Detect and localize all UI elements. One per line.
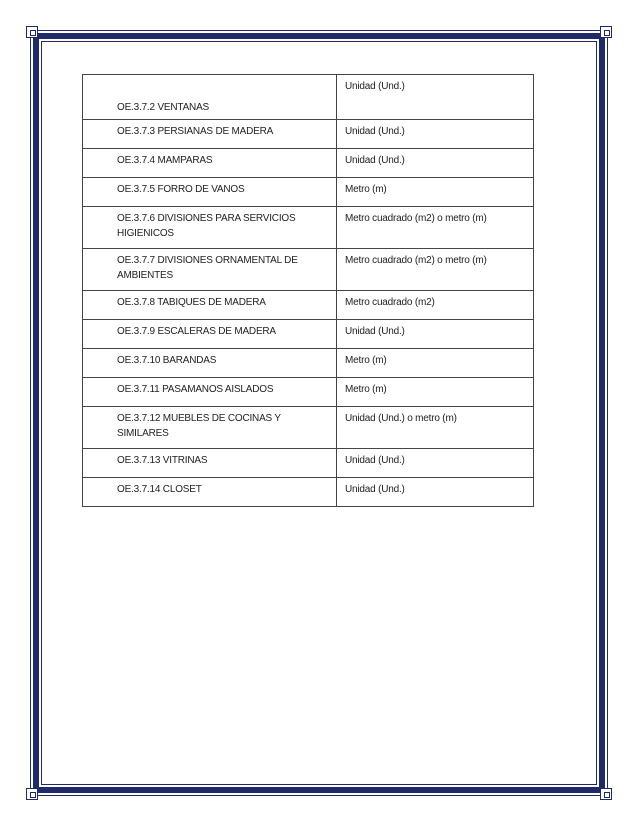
unit-cell: Unidad (Und.) bbox=[337, 75, 534, 120]
corner-ornament-top-left bbox=[26, 26, 38, 38]
table-row bbox=[83, 291, 534, 320]
unit-cell: Metro cuadrado (m2) o metro (m) bbox=[337, 249, 534, 291]
item-cell: OE.3.7.8 TABIQUES DE MADERA bbox=[83, 291, 337, 320]
item-cell: OE.3.7.5 FORRO DE VANOS bbox=[83, 178, 337, 207]
item-cell: OE.3.7.10 BARANDAS bbox=[83, 349, 337, 378]
corner-ornament-bottom-right bbox=[600, 788, 612, 800]
table-row bbox=[83, 75, 534, 120]
unit-cell: Metro (m) bbox=[337, 378, 534, 407]
item-cell: OE.3.7.14 CLOSET bbox=[83, 478, 337, 507]
table-row bbox=[83, 449, 534, 478]
unit-cell: Unidad (Und.) bbox=[337, 478, 534, 507]
unit-cell: Metro (m) bbox=[337, 349, 534, 378]
item-cell: OE.3.7.11 PASAMANOS AISLADOS bbox=[83, 378, 337, 407]
unit-cell: Unidad (Und.) bbox=[337, 449, 534, 478]
table-row bbox=[83, 178, 534, 207]
table-row bbox=[83, 478, 534, 507]
corner-ornament-bottom-left bbox=[26, 788, 38, 800]
item-cell: OE.3.7.2 VENTANAS bbox=[83, 75, 337, 120]
unit-cell: Unidad (Und.) o metro (m) bbox=[337, 407, 534, 449]
table-row bbox=[83, 149, 534, 178]
table-row bbox=[83, 349, 534, 378]
table-row bbox=[83, 207, 534, 249]
table-row bbox=[83, 407, 534, 449]
unit-cell: Unidad (Und.) bbox=[337, 320, 534, 349]
item-cell: OE.3.7.7 DIVISIONES ORNAMENTAL DE AMBIENTES bbox=[83, 249, 337, 291]
item-cell: OE.3.7.4 MAMPARAS bbox=[83, 149, 337, 178]
table-row bbox=[83, 320, 534, 349]
table-row bbox=[83, 120, 534, 149]
table-row bbox=[83, 249, 534, 291]
unit-cell: Metro cuadrado (m2) bbox=[337, 291, 534, 320]
unit-cell: Metro (m) bbox=[337, 178, 534, 207]
item-cell: OE.3.7.13 VITRINAS bbox=[83, 449, 337, 478]
item-cell: OE.3.7.12 MUEBLES DE COCINAS Y SIMILARES bbox=[83, 407, 337, 449]
unit-cell: Metro cuadrado (m2) o metro (m) bbox=[337, 207, 534, 249]
table-row bbox=[83, 378, 534, 407]
item-cell: OE.3.7.9 ESCALERAS DE MADERA bbox=[83, 320, 337, 349]
corner-ornament-top-right bbox=[600, 26, 612, 38]
unit-cell: Unidad (Und.) bbox=[337, 120, 534, 149]
item-cell: OE.3.7.3 PERSIANAS DE MADERA bbox=[83, 120, 337, 149]
item-cell: OE.3.7.6 DIVISIONES PARA SERVICIOS HIGIENICOS bbox=[83, 207, 337, 249]
unit-cell: Unidad (Und.) bbox=[337, 149, 534, 178]
work-items-table bbox=[82, 74, 534, 507]
